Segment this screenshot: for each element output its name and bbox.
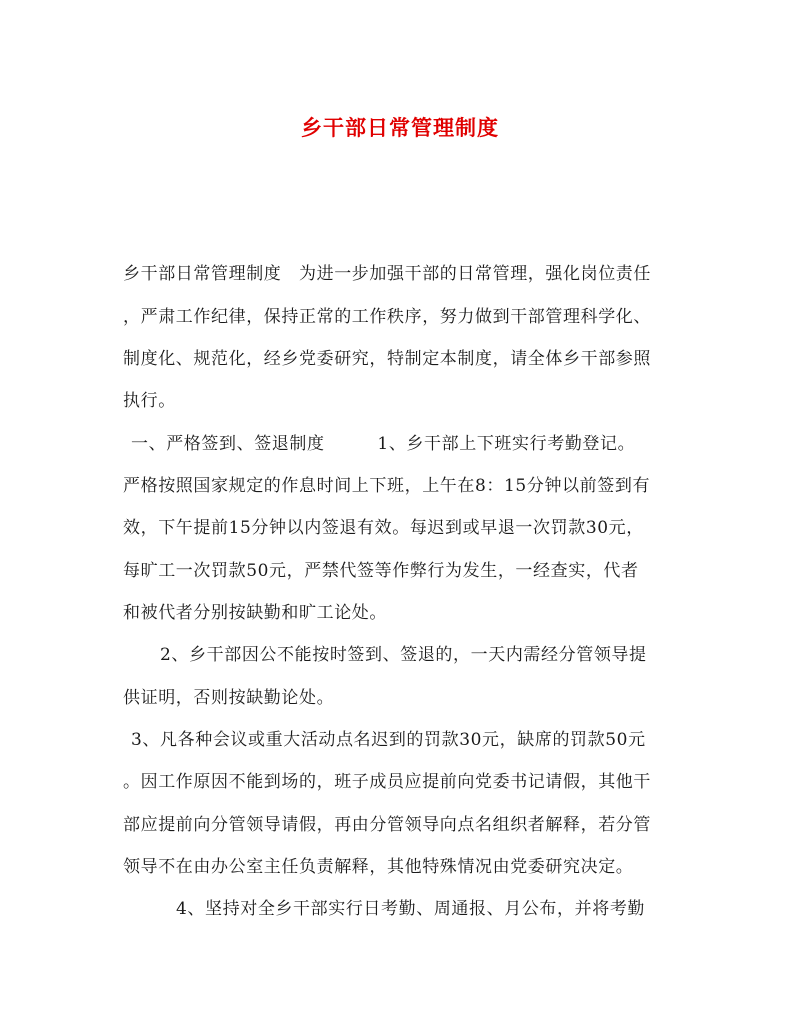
paragraph-line: 执行。 bbox=[123, 391, 176, 411]
paragraph-line: 供证明，否则按缺勤论处。 bbox=[123, 688, 335, 708]
paragraph-line: 3、凡各种会议或重大活动点名迟到的罚款30元，缺席的罚款50元 bbox=[131, 730, 646, 750]
paragraph-line: 领导不在由办公室主任负责解释，其他特殊情况由党委研究决定。 bbox=[123, 857, 634, 877]
document-title: 乡干部日常管理制度 bbox=[301, 115, 499, 140]
paragraph-line: 严格按照国家规定的作息时间上下班，上午在8：15分钟以前签到有 bbox=[123, 476, 651, 496]
paragraph-line: 效，下午提前15分钟以内签退有效。每迟到或早退一次罚款30元， bbox=[123, 518, 644, 538]
paragraph-line: 每旷工一次罚款50元，严禁代签等作弊行为发生，一经查实，代者 bbox=[123, 561, 639, 581]
paragraph-line: 乡干部日常管理制度 为进一步加强干部的日常管理，强化岗位责任 bbox=[123, 264, 651, 284]
paragraph-line: ，严肃工作纪律，保持正常的工作秩序，努力做到干部管理科学化、 bbox=[123, 307, 651, 327]
paragraph-line: 。因工作原因不能到场的，班子成员应提前向党委书记请假，其他干 bbox=[123, 772, 651, 792]
paragraph-line: 制度化、规范化，经乡党委研究，特制定本制度，请全体乡干部参照 bbox=[123, 349, 651, 369]
paragraph-line: 一、严格签到、签退制度 1、乡干部上下班实行考勤登记。 bbox=[131, 434, 636, 454]
paragraph-line: 部应提前向分管领导请假，再由分管领导向点名组织者解释，若分管 bbox=[123, 815, 651, 835]
paragraph-line: 和被代者分别按缺勤和旷工论处。 bbox=[123, 603, 387, 623]
paragraph-line: 4、坚持对全乡干部实行日考勤、周通报、月公布，并将考勤 bbox=[176, 899, 646, 919]
paragraph-line: 2、乡干部因公不能按时签到、签退的，一天内需经分管领导提 bbox=[160, 645, 647, 665]
